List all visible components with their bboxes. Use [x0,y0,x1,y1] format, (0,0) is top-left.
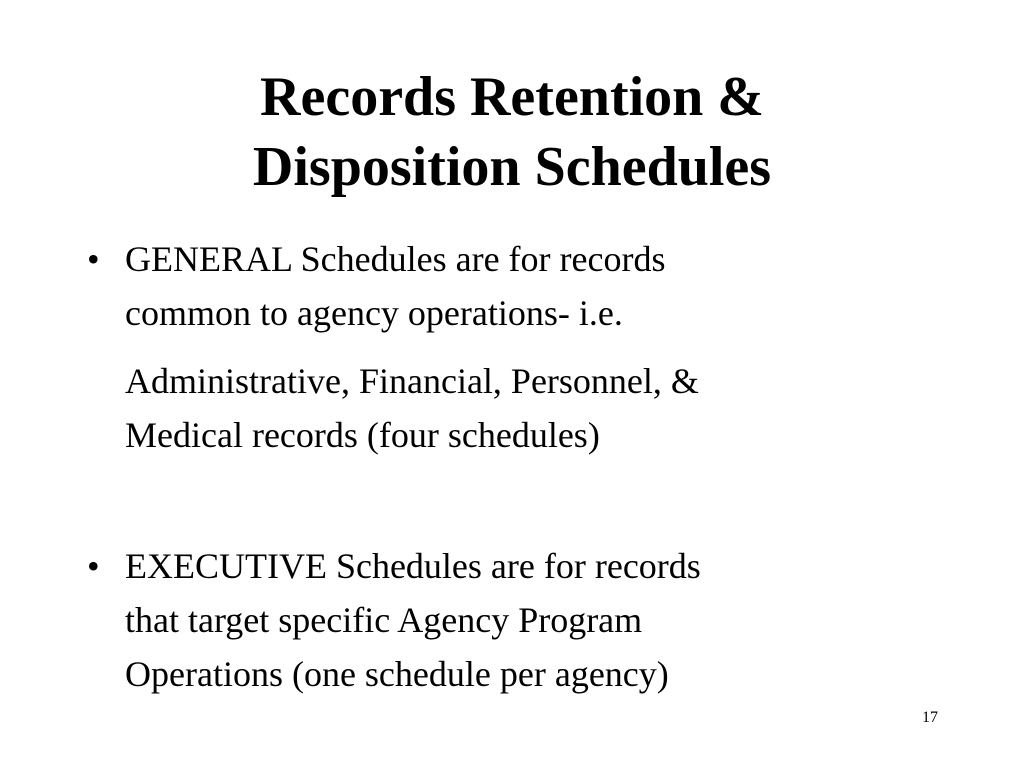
bullet-text-line: GENERAL Schedules are for records [125,239,666,279]
bullet-text-line: Medical records (four schedules) [125,415,600,455]
bullet-text-line: Administrative, Financial, Personnel, & [125,361,699,401]
bullet-text-line: Operations (one schedule per agency) [125,654,669,694]
slide-number: 17 [922,709,938,726]
bullet-item-general-schedules [87,232,699,462]
bullet-marker: • [87,546,100,586]
slide-title-line: Records Retention & [260,66,764,128]
bullet-text-line: EXECUTIVE Schedules are for records [125,546,701,586]
bullet-item-executive-schedules [87,539,701,701]
slide-title-line: Disposition Schedules [252,136,772,198]
bullet-marker: • [87,239,100,279]
bullet-text-line: that target specific Agency Program [125,600,643,640]
bullet-text-line: common to agency operations- i.e. [125,293,623,333]
